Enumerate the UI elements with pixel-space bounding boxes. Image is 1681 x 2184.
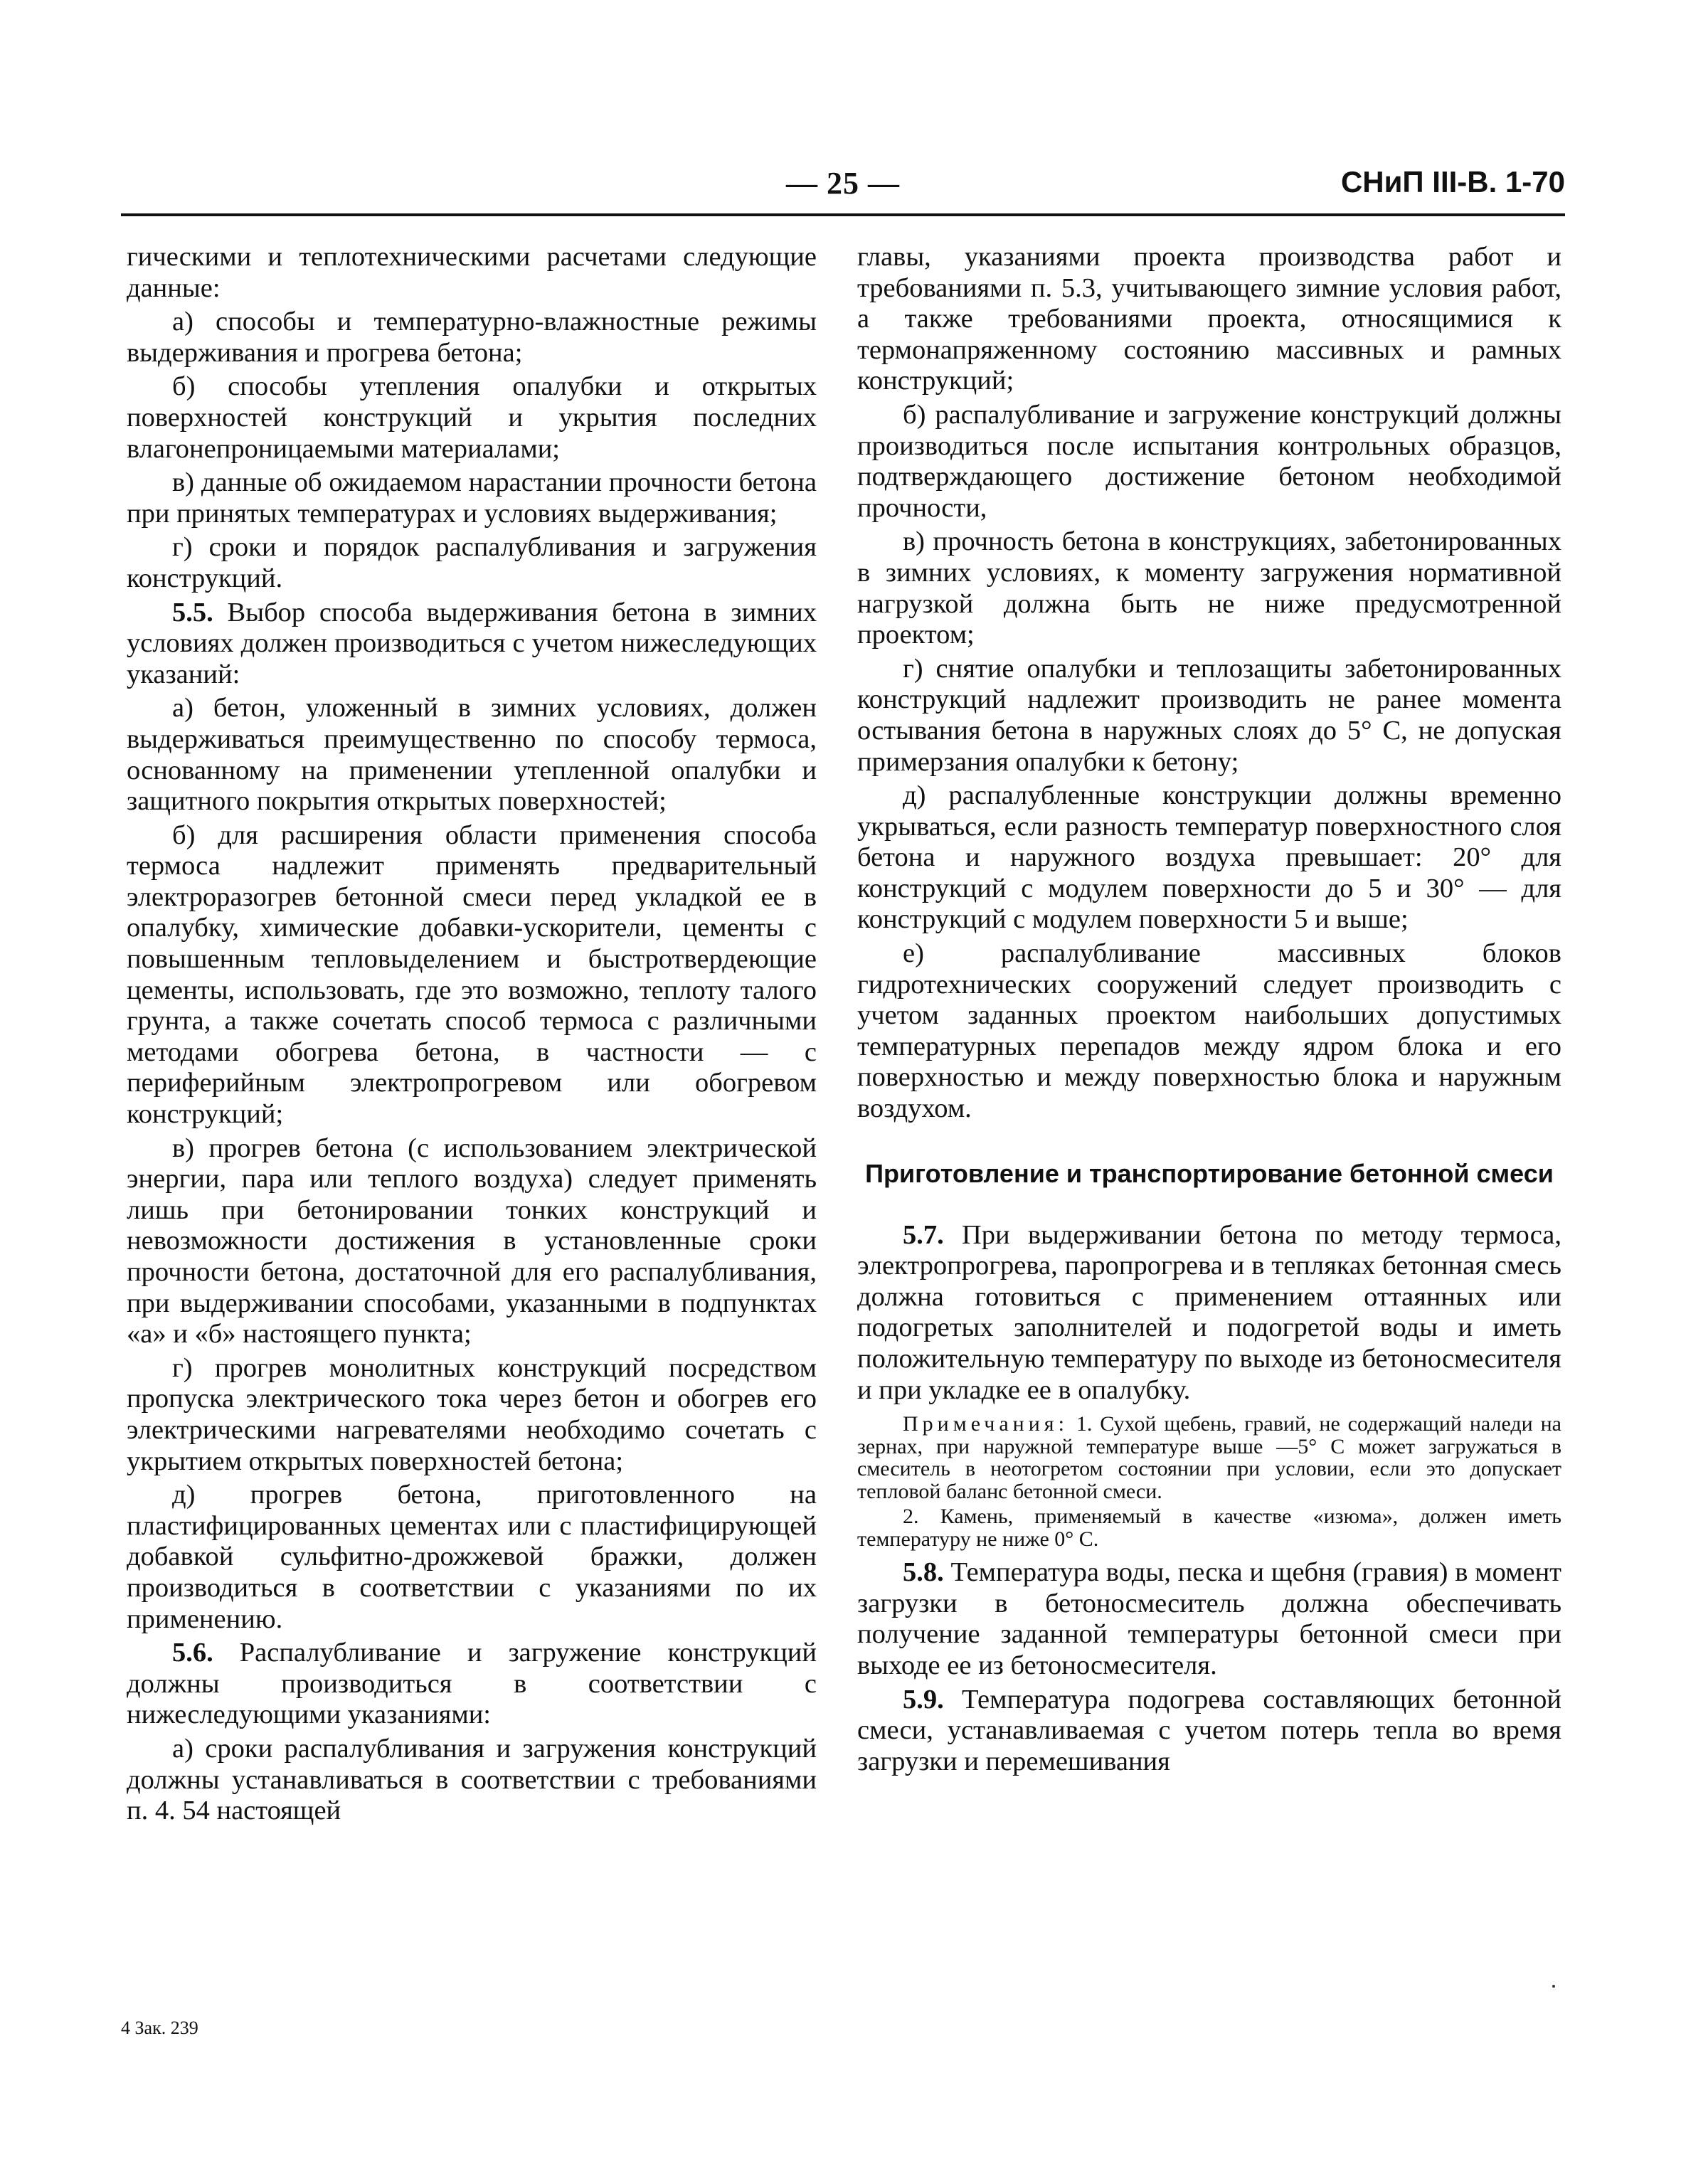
- list-item-a: а) сроки распалубливания и загружения конструкций должны устанавливаться в соответствии с требованиями п. 4. 54 настоящей: [127, 1733, 817, 1826]
- section-title: Приготовление и транспортирование бетонной смеси: [865, 1158, 1554, 1188]
- paragraph: главы, указаниями проекта производства работ и требованиями п. 5.3, учитывающего зимние условия работ, а также требованиями проекта, относящимися к термонапряженному состоянию массивных и рамных конструкций;: [857, 242, 1561, 396]
- clause-text: Выбор способа выдерживания бетона в зимних условиях должен производиться с учетом нижеследующих указаний:: [127, 597, 817, 689]
- print-speck: [1552, 1985, 1555, 1988]
- list-item-b: б) способы утепления опалубки и открытых поверхностей конструкций и укрытия последних влагонепроницаемыми материалами;: [127, 371, 817, 464]
- list-item-e: д) прогрев бетона, приготовленного на пластифицированных цементах или с пластифицирующей добавкой сульфитно-дрожжевой бражки, должен производиться в соответствии с указаниями по их применению.: [127, 1480, 817, 1634]
- list-item-b: б) для расширения области применения способа термоса надлежит применять предварительный электроразогрев бетонной смеси перед укладкой ее в опалубку, химические добавки-ускорители, цементы с повышенным тепловыделением и быстротвердеющие цементы, использовать, где это возможно, теплоту талого грунта, а также сочетать способ термоса с различными методами обогрева бетона, в частности — с периферийным электропрогревом или обогревом конструкций;: [127, 820, 817, 1130]
- clause-number: 5.6.: [172, 1638, 213, 1668]
- note-text: 1. Сухой щебень, гравий, не содержащий наледи на зернах, при наружной температуре выше —5° С может загружаться в смеситель в неотогретом состоянии при условии, если это допускает тепловой баланс бетонной смеси.: [857, 1412, 1561, 1503]
- list-item-a: а) способы и температурно-влажностные режимы выдерживания и прогрева бетона;: [127, 307, 817, 368]
- paragraph: гическими и теплотехническими расчетами следующие данные:: [127, 242, 817, 303]
- left-column: [127, 242, 817, 1827]
- clause-5-9: [857, 1685, 1561, 1778]
- list-item-c: в) данные об ожидаемом нарастании прочности бетона при принятых температурах и условиях выдерживания;: [127, 467, 817, 529]
- note-2: 2. Камень, применяемый в качестве «изюма», должен иметь температуру не ниже 0° С.: [857, 1505, 1561, 1551]
- list-item-a: а) бетон, уложенный в зимних условиях, должен выдерживаться преимущественно по способу термоса, основанному на применении утепленной опалубки и защитного покрытия открытых поверхностей;: [127, 693, 817, 817]
- print-order-mark: 4 Зак. 239: [121, 2018, 198, 2038]
- clause-5-6: [127, 1638, 817, 1731]
- page-header: [121, 165, 1565, 208]
- clause-number: 5.5.: [172, 597, 213, 627]
- clause-5-7: [857, 1220, 1561, 1406]
- list-item-f: е) распалубливание массивных блоков гидротехнических сооружений следует производить с учетом заданных проектом наибольших допустимых температурных перепадов между ядром блока и его поверхностью и между поверхностью блока и наружным воздухом.: [857, 938, 1561, 1124]
- clause-text: Температура подогрева составляющих бетонной смеси, устанавливаемая с учетом потерь тепла во время загрузки и перемешивания: [857, 1684, 1561, 1776]
- list-item-c: в) прочность бетона в конструкциях, забетонированных в зимних условиях, к моменту загружения нормативной нагрузкой должна быть не ниже предусмотренной проектом;: [857, 526, 1561, 650]
- list-item-b: б) распалубливание и загружение конструкций должны производиться после испытания контрольных образцов, подтверждающего достижение бетоном необходимой прочности,: [857, 399, 1561, 523]
- clause-number: 5.9.: [903, 1684, 944, 1714]
- clause-text: Распалубливание и загружение конструкций должны производиться в соответствии с нижеследующими указаниями:: [127, 1638, 817, 1730]
- notes-block: [857, 1413, 1561, 1550]
- clause-number: 5.8.: [903, 1557, 944, 1588]
- clause-5-5: [127, 598, 817, 691]
- clause-5-8: [857, 1557, 1561, 1681]
- list-item-d: г) снятие опалубки и теплозащиты забетонированных конструкций надлежит производить не ранее момента остывания бетона в наружных слоях до 5° С, не допуская примерзания опалубки к бетону;: [857, 653, 1561, 777]
- right-column: [857, 242, 1561, 1777]
- page-number: — 25 —: [786, 166, 900, 201]
- notes-label: Примечания:: [903, 1412, 1068, 1436]
- document-code: СНиП III-В. 1-70: [1340, 165, 1565, 198]
- header-divider: [121, 213, 1565, 216]
- list-item-e: д) распалубленные конструкции должны временно укрываться, если разность температур поверхностного слоя бетона и наружного воздуха превышает: 20° для конструкций с модулем поверхности до 5 и 30° — для конструкций с модулем поверхности 5 и выше;: [857, 780, 1561, 935]
- clause-number: 5.7.: [903, 1219, 944, 1250]
- clause-text: Температура воды, песка и щебня (гравия) в момент загрузки в бетоносмеситель должна обеспечивать получение заданной температуры бетонной смеси при выходе ее из бетоносмесителя.: [857, 1557, 1562, 1680]
- list-item-d: г) прогрев монолитных конструкций посредством пропуска электрического тока через бетон и обогрев его электрическими нагревателями необходимо сочетать с укрытием открытых поверхностей бетона;: [127, 1352, 817, 1476]
- list-item-d: г) сроки и порядок распалубливания и загружения конструкций.: [127, 532, 817, 593]
- list-item-c: в) прогрев бетона (с использованием электрической энергии, пара или теплого воздуха) следует применять лишь при бетонировании тонких конструкций и невозможности достижения в установленные сроки прочности бетона, достаточной для его распалубливания, при выдерживании способами, указанными в подпунктах «а» и «б» настоящего пункта;: [127, 1133, 817, 1350]
- clause-text: При выдерживании бетона по методу термоса, электропрогрева, паропрогрева и в тепляках бетонная смесь должна готовиться с применением оттаянных или подогретых заполнителей и подогретой воды и иметь положительную температуру по выходе из бетоносмесителя и при укладке ее в опалубку.: [857, 1219, 1561, 1405]
- note-1: [857, 1413, 1561, 1502]
